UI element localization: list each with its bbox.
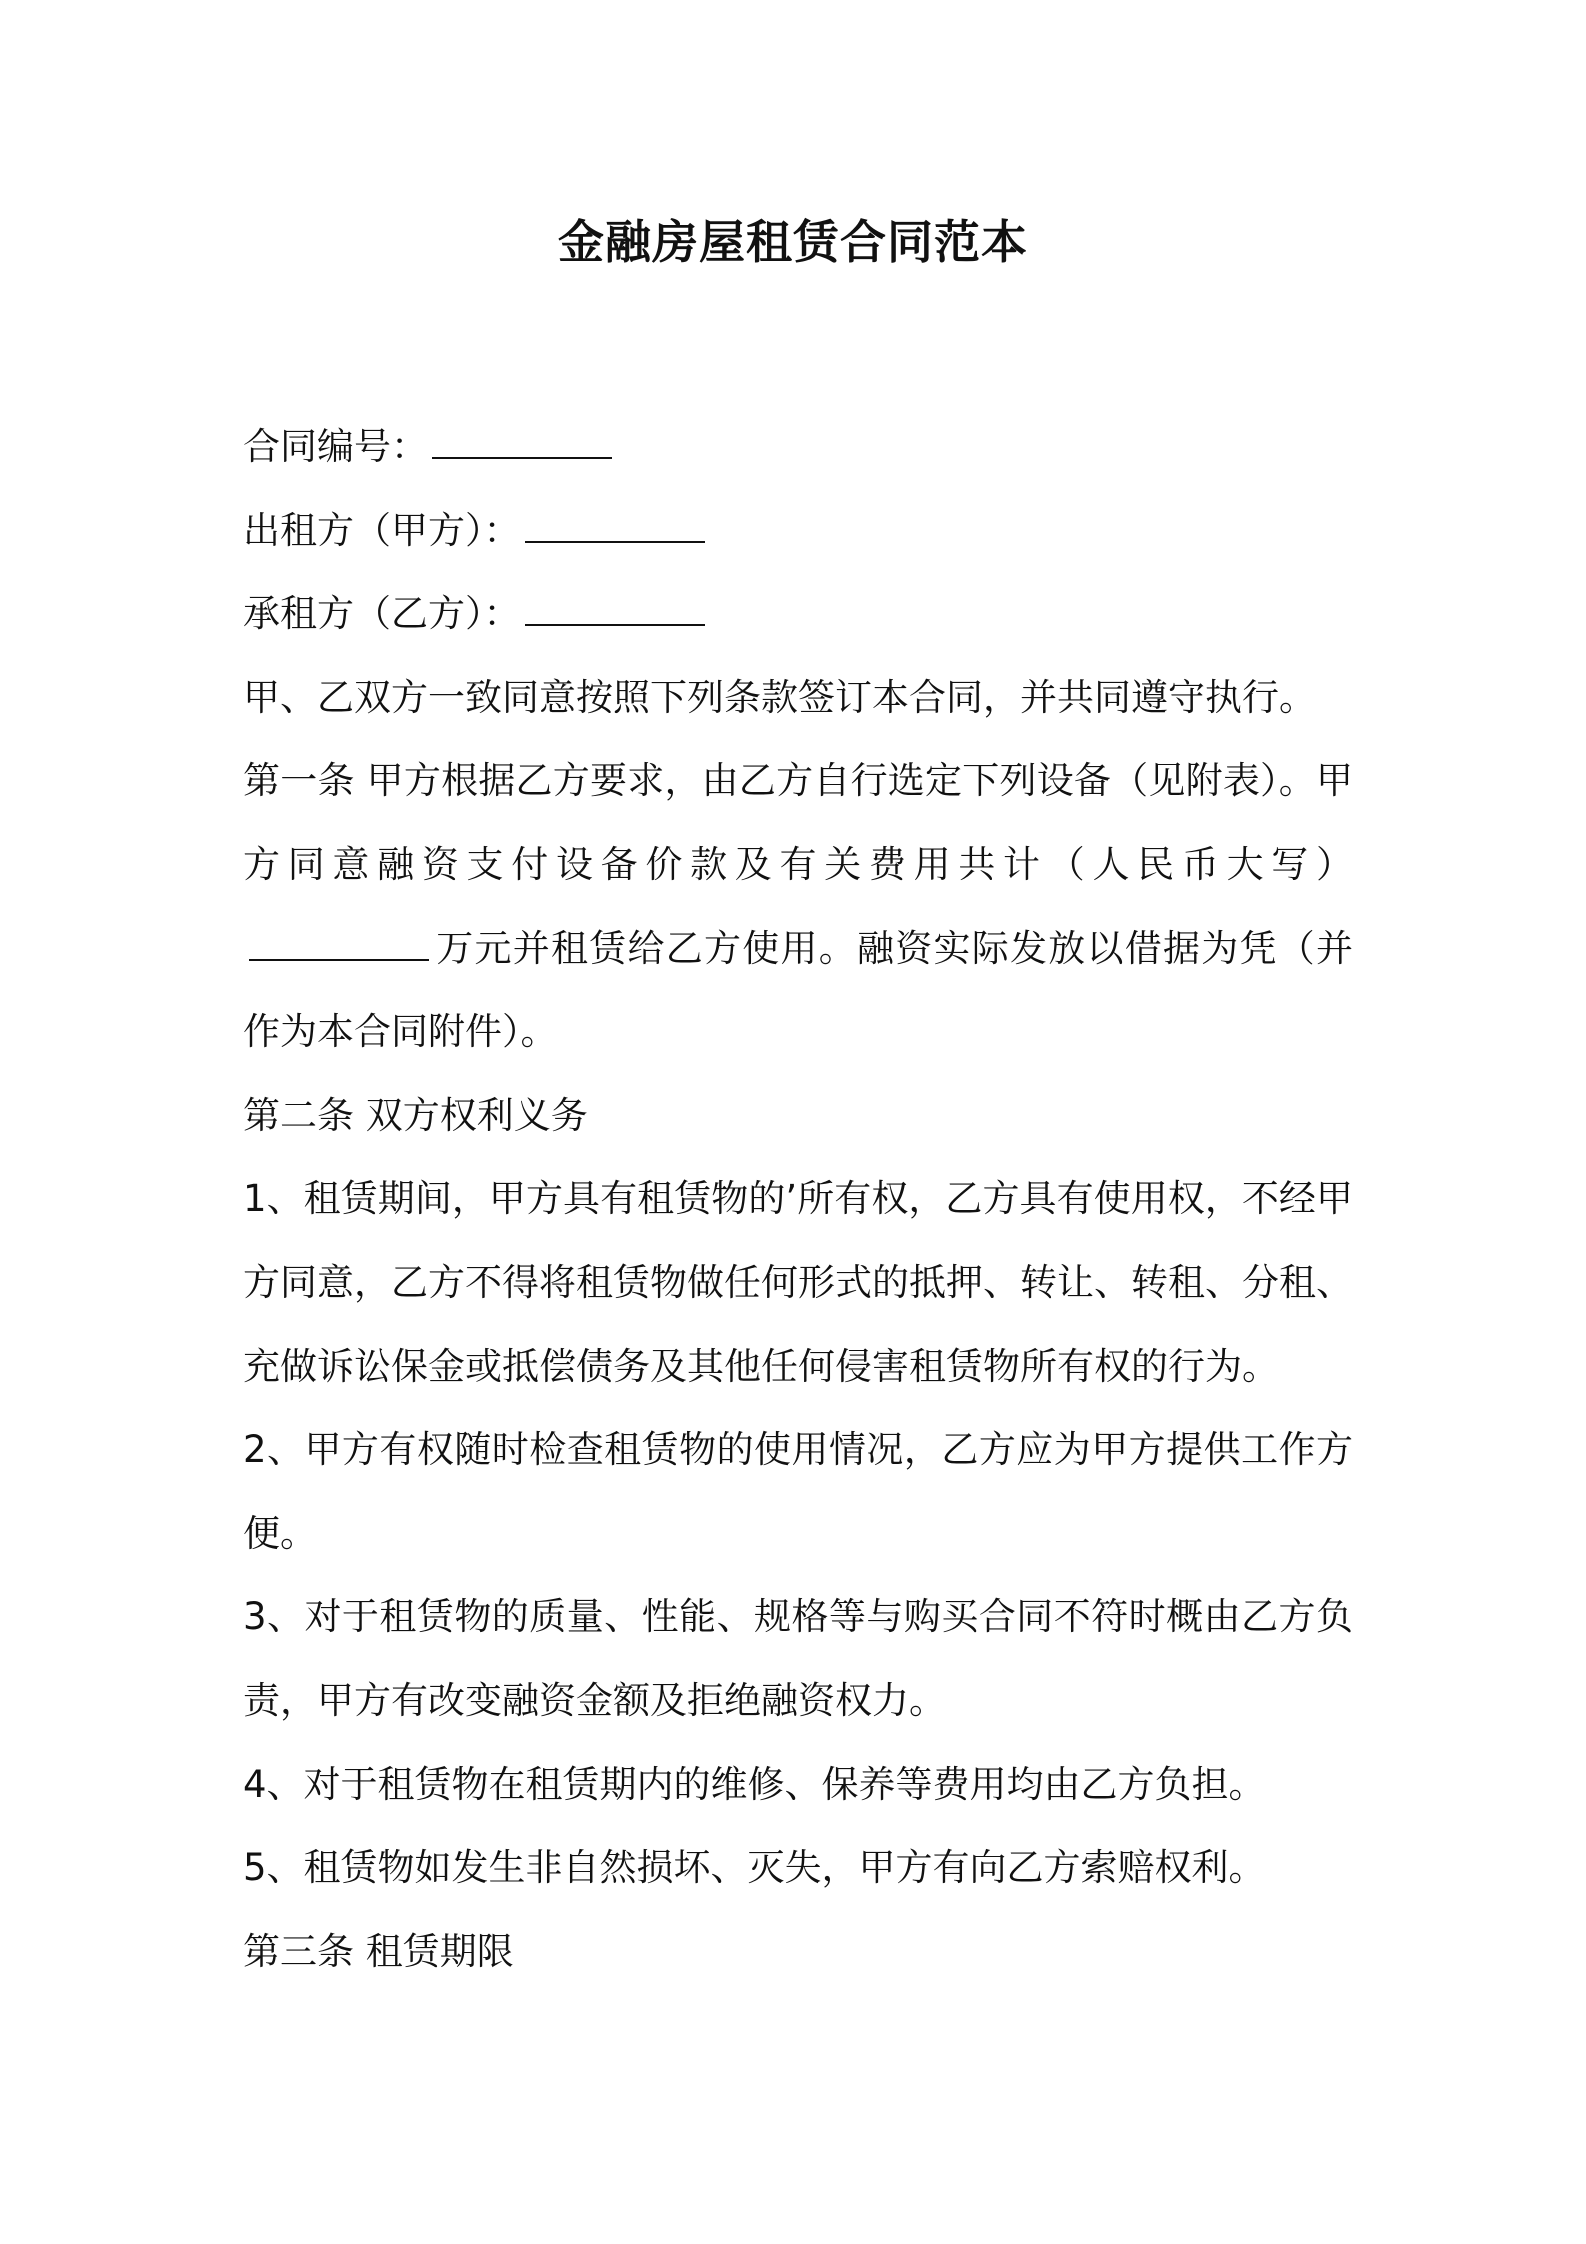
document-body (243, 405, 1353, 1993)
article-3-heading: 第三条 租赁期限 (243, 1929, 514, 1973)
intro-paragraph: 甲、乙双方一致同意按照下列条款签订本合同，并共同遵守执行。 (243, 675, 1316, 719)
article-2-item-2: 2、甲方有权随时检查租赁物的使用情况，乙方应为甲方提供工作方便。 (243, 1428, 1353, 1555)
article-2-item-1: 1、租赁期间，甲方具有租赁物的’所有权，乙方具有使用权，不经甲方同意，乙方不得将租赁物做任何形式的抵押、转让、转租、分租、充做诉讼保金或抵偿债务及其他任何侵害租赁物所有权的行为。 (243, 1177, 1353, 1388)
article-2-item-4: 4、对于租赁物在租赁期内的维修、保养等费用均由乙方负担。 (243, 1762, 1266, 1806)
article-2-item-3: 3、对于租赁物的质量、性能、规格等与购买合同不符时概由乙方负责，甲方有改变融资金额及拒绝融资权力。 (243, 1595, 1353, 1722)
amount-blank (249, 925, 429, 960)
contract-number-label: 合同编号： (243, 425, 428, 468)
lessee-label: 承租方（乙方）： (243, 592, 521, 636)
contract-number-line (243, 405, 1353, 489)
lessor-line (243, 489, 1353, 573)
article-2-heading: 第二条 双方权利义务 (243, 1093, 588, 1137)
lessee-blank (525, 591, 705, 626)
article-1-text-part2: 万元并租赁给乙方使用。融资实际发放以借据为凭（并作为本合同附件）。 (243, 926, 1353, 1054)
contract-number-blank (432, 424, 612, 459)
lessor-blank (525, 507, 705, 542)
article-2-item-5: 5、租赁物如发生非自然损坏、灭失，甲方有向乙方索赔权利。 (243, 1846, 1266, 1890)
document-title: 金融房屋租赁合同范本 (558, 215, 1028, 269)
article-1-text-part1: 第一条 甲方根据乙方要求，由乙方自行选定下列设备（见附表）。甲方同意融资支付设备价款及有关费用共计（人民币大写） (243, 759, 1353, 886)
article-1-paragraph (243, 739, 1353, 1073)
lessee-line (243, 572, 1353, 656)
lessor-label: 出租方（甲方）： (243, 508, 521, 552)
